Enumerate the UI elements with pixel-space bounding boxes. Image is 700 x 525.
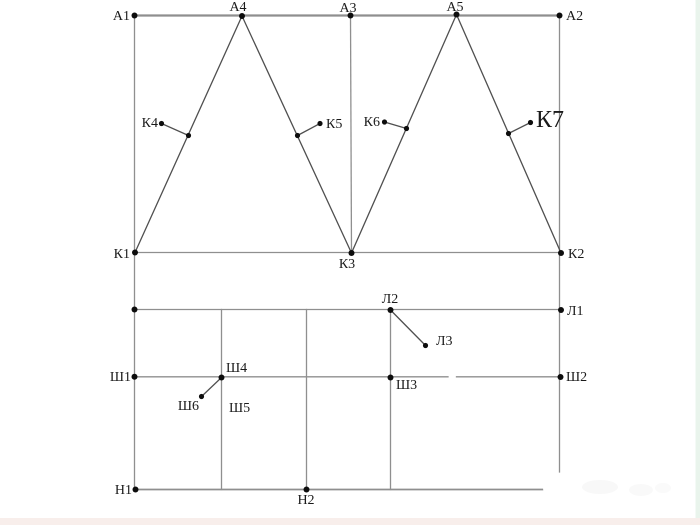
watermark-blob-4: [655, 483, 671, 493]
label-sh2: Ш2: [566, 370, 588, 385]
connector-k5: [298, 124, 321, 136]
point-a2: [557, 13, 563, 19]
point-k5-mark: [295, 133, 300, 138]
label-sh4: Ш4: [226, 361, 248, 376]
label-l2: Л2: [381, 292, 399, 307]
label-n2: Н2: [297, 493, 315, 508]
point-k3: [349, 250, 355, 256]
point-labels: [110, 0, 587, 508]
point-a1: [132, 13, 138, 19]
point-k4-mark: [186, 133, 191, 138]
watermark-blob-3: [629, 484, 653, 496]
point-k1: [132, 250, 138, 256]
point-n1: [133, 487, 139, 493]
label-sh3: Ш3: [396, 378, 418, 393]
point-sh2: [558, 374, 564, 380]
page-edge-right: [696, 0, 700, 525]
label-a5: А5: [446, 0, 464, 15]
point-k6-mark: [404, 126, 409, 131]
connector-sh6-sh4: [202, 378, 222, 397]
label-a3: А3: [339, 1, 357, 16]
point-l3: [423, 343, 428, 348]
point-sh3: [388, 375, 394, 381]
watermark-smudges: [543, 478, 671, 498]
point-k7-mark: [506, 131, 511, 136]
label-sh6: Ш6: [177, 399, 199, 414]
line-a3-k3: [351, 16, 352, 254]
point-sh6: [199, 394, 204, 399]
watermark-blob-2: [582, 480, 618, 494]
point-l1: [558, 307, 564, 313]
frame-lines: [135, 16, 565, 490]
label-sh1: Ш1: [109, 370, 131, 385]
label-a2: А2: [566, 9, 584, 24]
connector-k4: [162, 124, 189, 136]
diagonal-lines: [135, 15, 561, 397]
connector-k6: [385, 122, 407, 129]
label-k7: К7: [536, 107, 565, 133]
point-k6: [382, 119, 387, 124]
point-k7: [528, 120, 533, 125]
label-k1: К1: [113, 247, 130, 262]
watermark-blob-1: [543, 478, 563, 498]
connector-l2-l3: [391, 310, 426, 346]
point-l2: [388, 307, 394, 313]
point-n2: [304, 487, 310, 493]
label-l1: Л1: [567, 304, 584, 319]
connector-k7: [509, 123, 531, 134]
point-k2: [558, 250, 564, 256]
label-a4: А4: [229, 0, 247, 15]
point-sh4: [219, 375, 225, 381]
label-sh5: Ш5: [229, 401, 251, 416]
point-l-left: [132, 307, 138, 313]
triangle2-left-side: [352, 15, 457, 254]
point-k5: [317, 121, 322, 126]
point-sh1: [132, 374, 138, 380]
label-a1: А1: [112, 9, 130, 24]
label-k4: К4: [141, 116, 158, 131]
label-k2: К2: [568, 247, 585, 262]
label-l3: Л3: [436, 334, 453, 349]
label-k6: К6: [363, 115, 380, 130]
page-edge-bottom: [0, 518, 700, 525]
label-n1: Н1: [114, 483, 132, 498]
label-k5: К5: [326, 117, 343, 132]
point-k4: [159, 121, 164, 126]
label-k3: К3: [338, 257, 356, 272]
